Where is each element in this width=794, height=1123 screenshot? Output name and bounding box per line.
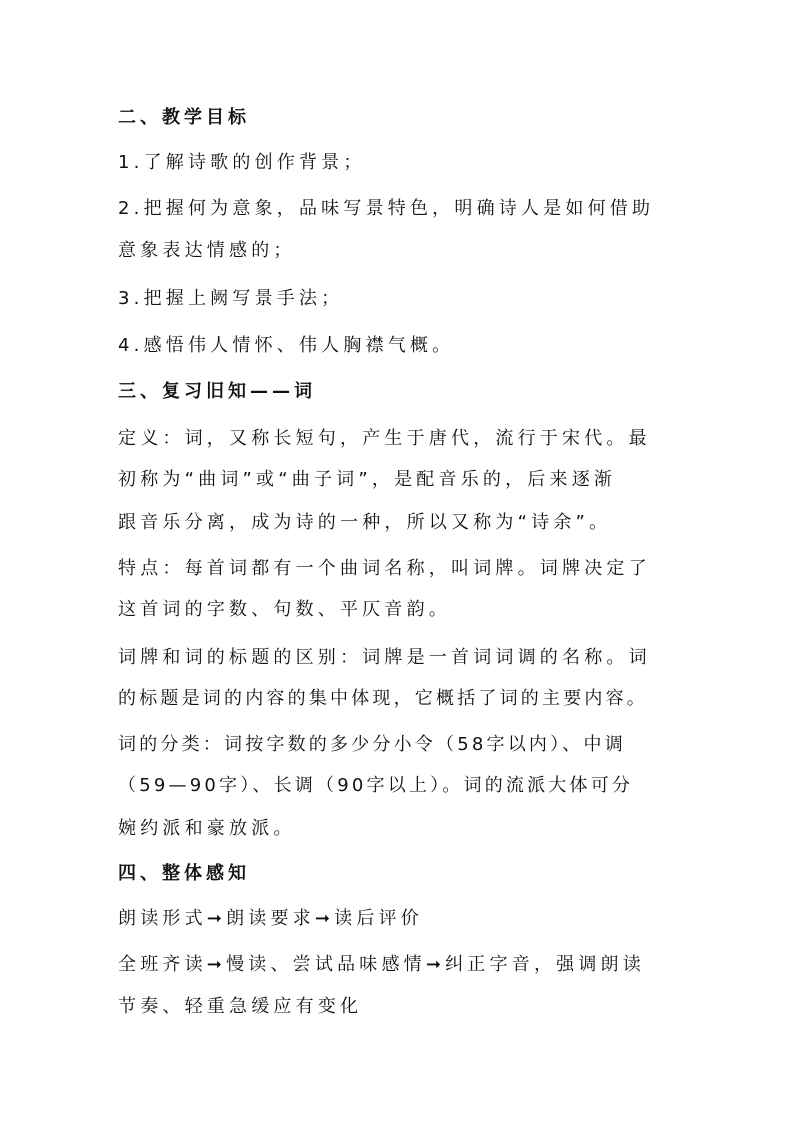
section-heading-review: 三、复习旧知——词 [118, 381, 316, 402]
goal-item-4: 4.感悟伟人情怀、伟人胸襟气概。 [118, 335, 455, 356]
goal-item-2-line-1: 2.把握何为意象，品味写景特色，明确诗人是如何借助 [118, 198, 655, 219]
section-heading-teaching-goals: 二、教学目标 [118, 107, 250, 128]
reading-practice-line-2: 节奏、轻重急缓应有变化 [118, 996, 363, 1017]
goal-item-1: 1.了解诗歌的创作背景； [118, 152, 366, 173]
features-line-2: 这首词的字数、句数、平仄音韵。 [118, 599, 451, 620]
classification-line-3: 婉约派和豪放派。 [118, 818, 296, 839]
reading-practice-line-1: 全班齐读➞慢读、尝试品味感情➞纠正字音，强调朗读 [118, 954, 645, 975]
section-heading-overall-perception: 四、整体感知 [118, 863, 250, 884]
difference-line-2: 的标题是词的内容的集中体现，它概括了词的主要内容。 [118, 688, 648, 709]
features-line-1: 特点：每首词都有一个曲词名称，叫词牌。词牌决定了 [118, 558, 651, 579]
definition-line-3: 跟音乐分离，成为诗的一种，所以又称为“诗余”。 [118, 512, 612, 533]
classification-line-1: 词的分类：词按字数的多少分小令（58字以内）、中调 [118, 734, 626, 755]
goal-item-3: 3.把握上阙写景手法； [118, 288, 344, 309]
definition-line-2: 初称为“曲词”或“曲子词”，是配音乐的，后来逐渐 [118, 469, 617, 490]
goal-item-2-line-2: 意象表达情感的； [118, 240, 296, 261]
reading-flow-line: 朗读形式➞朗读要求➞读后评价 [118, 908, 423, 929]
difference-line-1: 词牌和词的标题的区别：词牌是一首词词调的名称。词 [118, 647, 651, 668]
definition-line-1: 定义：词，又称长短句，产生于唐代，流行于宋代。最 [118, 428, 651, 449]
classification-line-2: （59—90字）、长调（90字以上）。词的流派大体可分 [118, 775, 634, 796]
